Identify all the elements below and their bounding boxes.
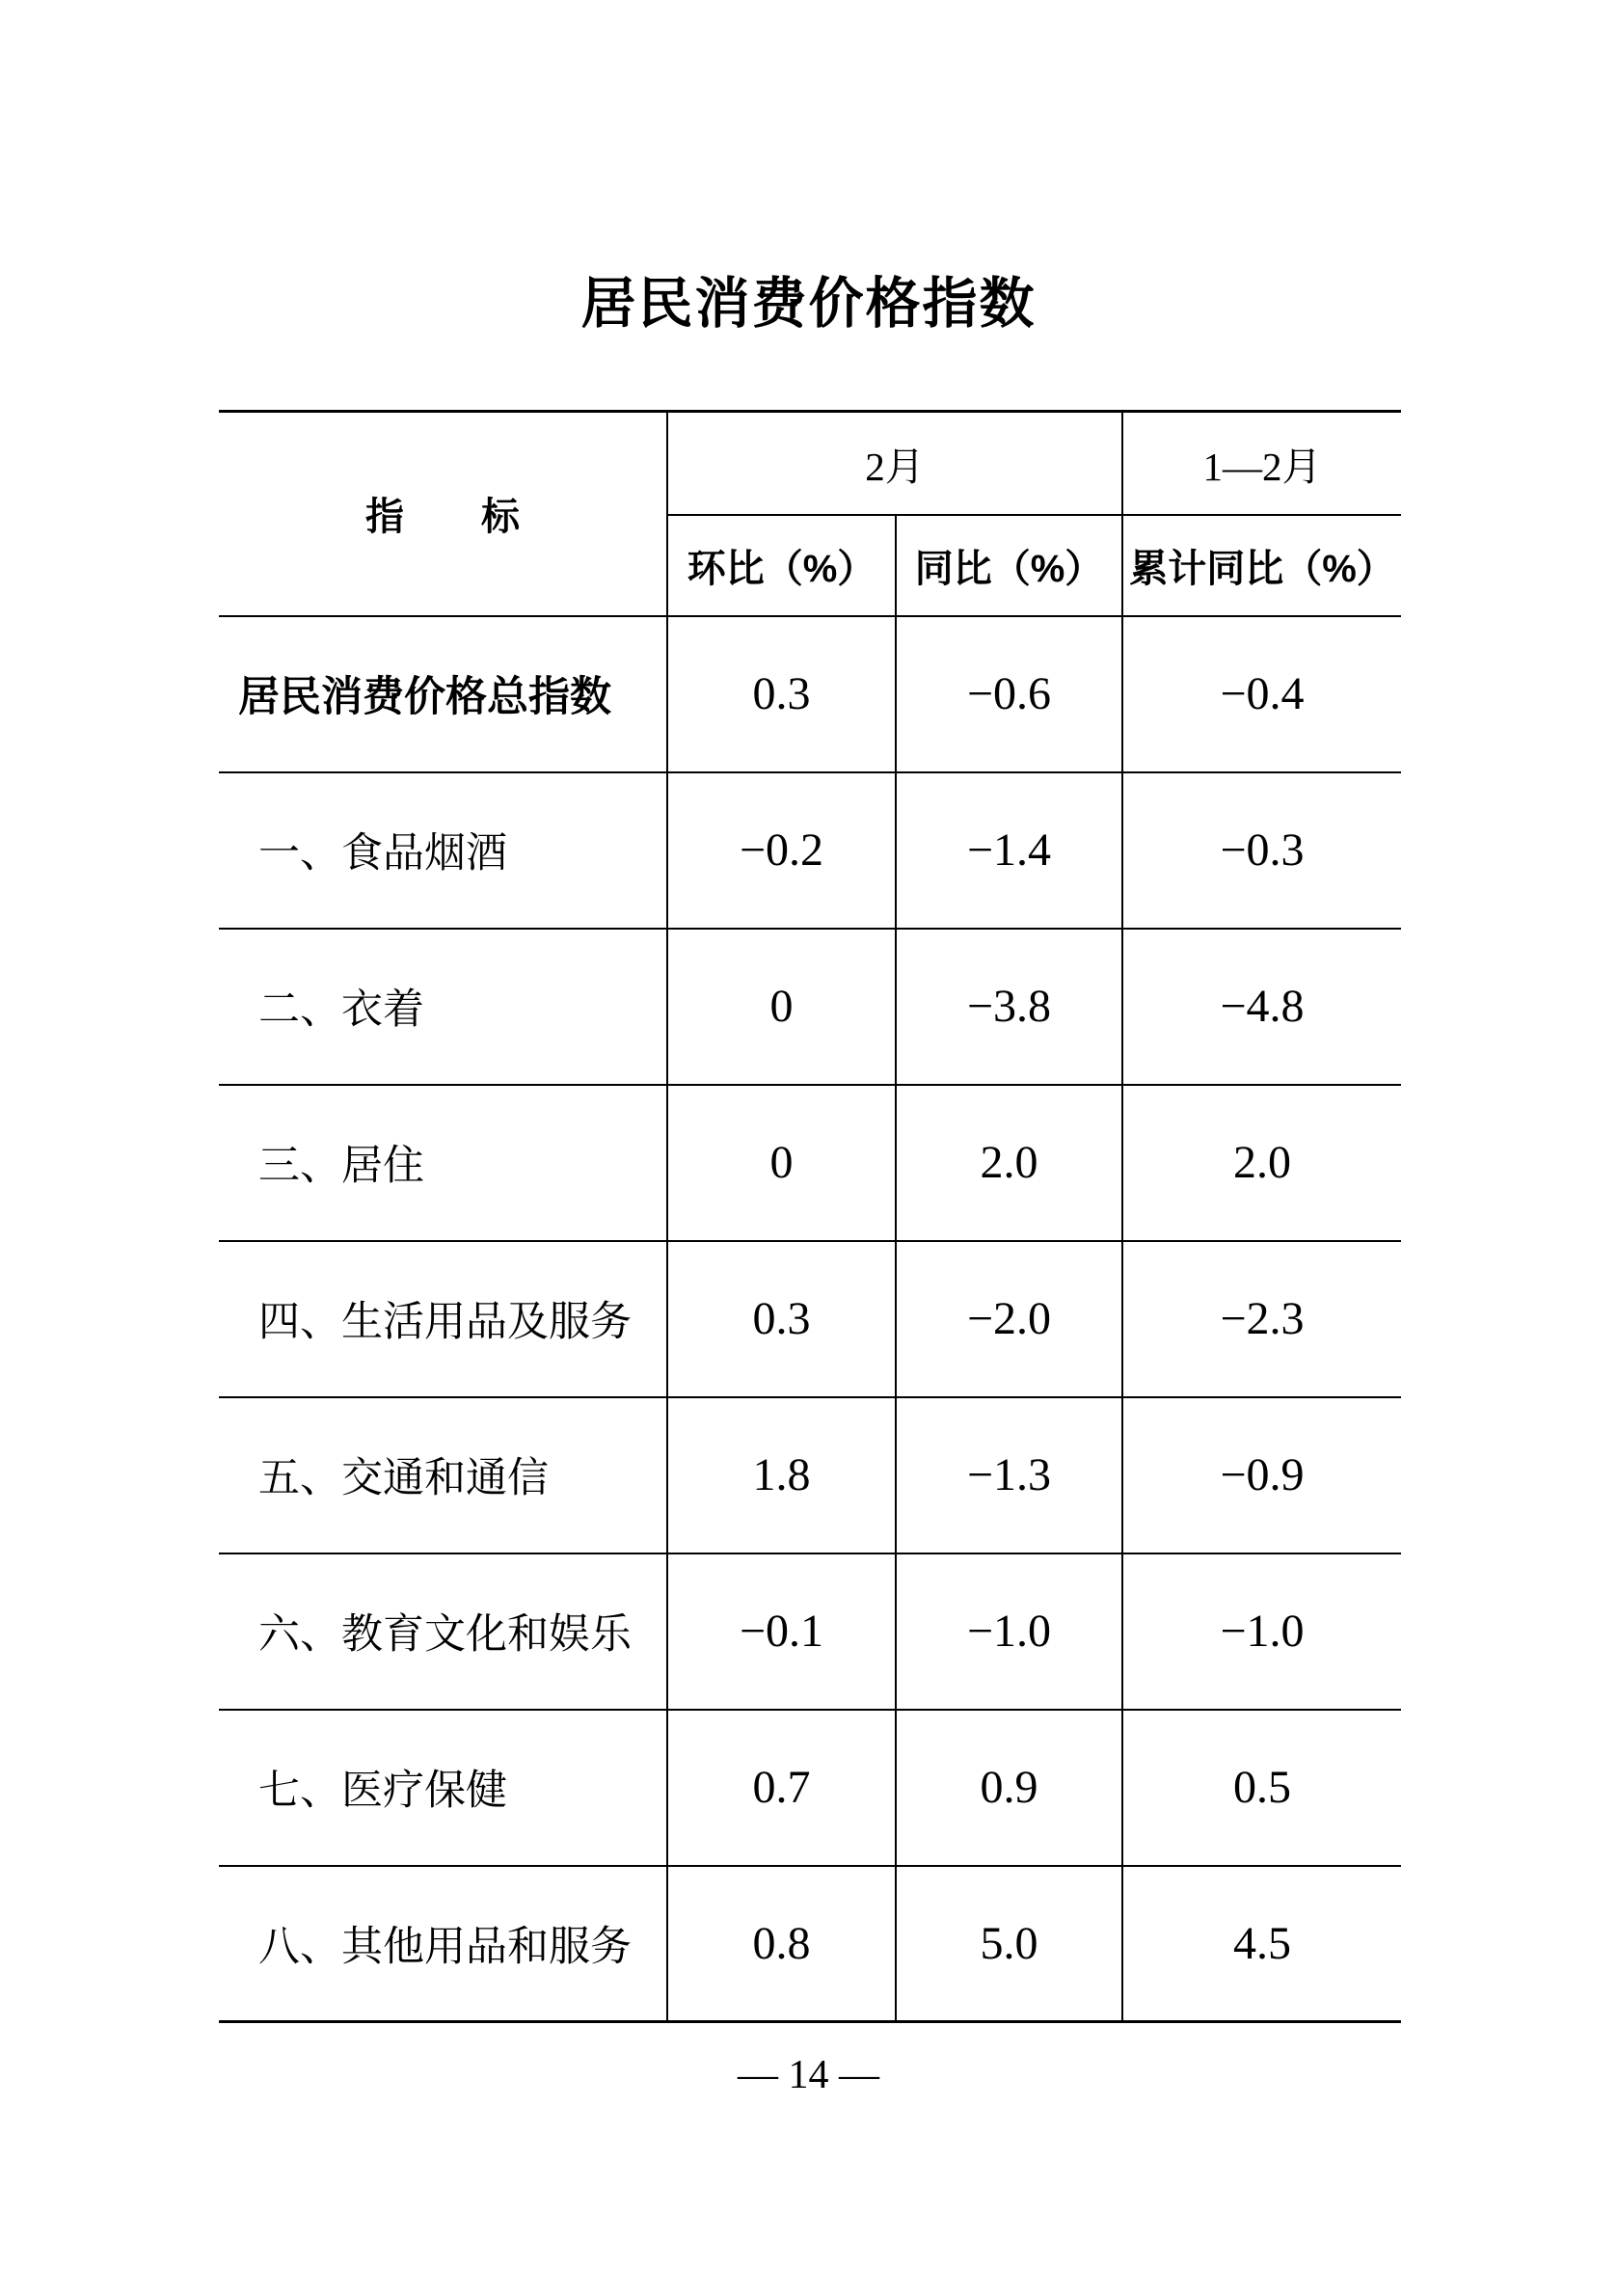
header-yoy: 同比（%）	[896, 515, 1122, 616]
row-cum-value: 4.5	[1122, 1866, 1401, 2022]
table-row	[219, 1397, 1401, 1553]
row-cum-value: −0.9	[1122, 1397, 1401, 1553]
header-indicator: 指 标	[219, 412, 667, 616]
row-label: 三、居住	[219, 1085, 667, 1241]
table-row	[219, 1553, 1401, 1710]
row-yoy-value: −1.4	[896, 772, 1122, 929]
row-cum-value: −0.4	[1122, 616, 1401, 772]
cpi-table	[219, 410, 1401, 2023]
row-yoy-value: 2.0	[896, 1085, 1122, 1241]
row-yoy-value: −1.0	[896, 1553, 1122, 1710]
table-row	[219, 772, 1401, 929]
row-label: 一、食品烟酒	[219, 772, 667, 929]
row-mom-value: 0.3	[667, 1241, 896, 1397]
row-mom-value: 0.8	[667, 1866, 896, 2022]
row-label: 二、衣着	[219, 929, 667, 1085]
row-mom-value: 0.7	[667, 1710, 896, 1866]
row-yoy-value: 0.9	[896, 1710, 1122, 1866]
row-mom-value: 0	[667, 1085, 896, 1241]
row-mom-value: −0.1	[667, 1553, 896, 1710]
row-label: 居民消费价格总指数	[219, 616, 667, 772]
row-label: 四、生活用品及服务	[219, 1241, 667, 1397]
header-row-groups	[219, 412, 1401, 515]
row-cum-value: −2.3	[1122, 1241, 1401, 1397]
row-mom-value: −0.2	[667, 772, 896, 929]
row-yoy-value: −2.0	[896, 1241, 1122, 1397]
row-mom-value: 0	[667, 929, 896, 1085]
row-cum-value: 0.5	[1122, 1710, 1401, 1866]
table-row	[219, 1241, 1401, 1397]
row-label: 六、教育文化和娱乐	[219, 1553, 667, 1710]
table-row	[219, 929, 1401, 1085]
header-mom: 环比（%）	[667, 515, 896, 616]
row-yoy-value: −3.8	[896, 929, 1122, 1085]
page-number: — 14 —	[738, 2053, 879, 2097]
page-title: 居民消费价格指数	[580, 273, 1037, 335]
row-mom-value: 1.8	[667, 1397, 896, 1553]
table-row	[219, 1085, 1401, 1241]
cpi-table-body	[219, 616, 1401, 2022]
header-month-group: 2月	[667, 412, 1122, 515]
row-yoy-value: −1.3	[896, 1397, 1122, 1553]
table-row	[219, 1866, 1401, 2022]
row-cum-value: −1.0	[1122, 1553, 1401, 1710]
row-mom-value: 0.3	[667, 616, 896, 772]
cpi-table-header	[219, 412, 1401, 616]
row-cum-value: 2.0	[1122, 1085, 1401, 1241]
header-period-group: 1—2月	[1122, 412, 1401, 515]
row-yoy-value: 5.0	[896, 1866, 1122, 2022]
table-row	[219, 1710, 1401, 1866]
row-label: 八、其他用品和服务	[219, 1866, 667, 2022]
table-row-total	[219, 616, 1401, 772]
row-yoy-value: −0.6	[896, 616, 1122, 772]
row-cum-value: −4.8	[1122, 929, 1401, 1085]
row-cum-value: −0.3	[1122, 772, 1401, 929]
row-label: 七、医疗保健	[219, 1710, 667, 1866]
row-label: 五、交通和通信	[219, 1397, 667, 1553]
header-cum-yoy: 累计同比（%）	[1122, 515, 1401, 616]
